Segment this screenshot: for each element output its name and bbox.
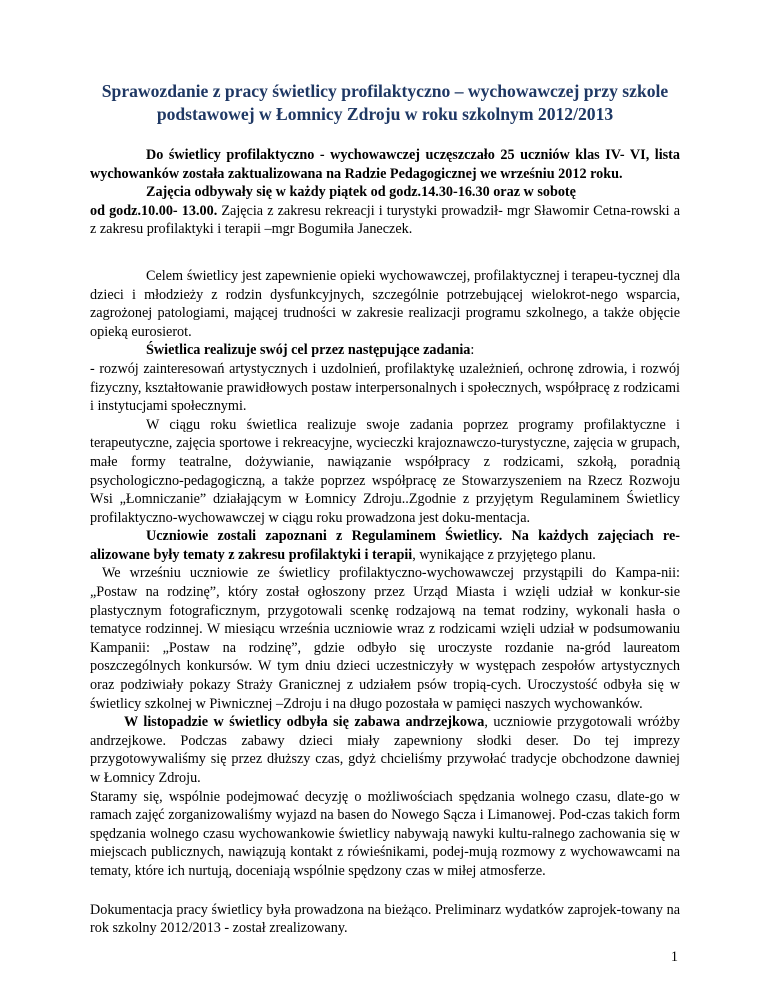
intro-paragraph-1 [90,146,680,183]
paragraph-zadania: - rozwój zainteresowań artystycznych i uzdolnień, profilaktykę uzależnień, ochronę zdrowia, i rozwój fizyczny, kształtowanie prawidłowych postaw interpersonalnych i społecznych, współpracę z rodzicami i instytucjami społecznymi. [90,360,680,415]
intro-paragraph-3 [90,202,680,239]
uczniowie-bold: Uczniowie zostali zapoznani z Regulaminem Świetlicy. Na każdych zajęciach re-alizowane były tematy z zakresu profilaktyki i terapii [90,528,680,563]
paragraph-staramy: Staramy się, wspólnie podejmować decyzję o możliwościach spędzania wolnego czasu, dlate-go w ramach zajęć zorganizowaliśmy wyjazd na basen do Nowego Sącza i Limanowej. Pod-czas takich form spędzania wolnego czasu wychowankowie świetlicy nabywają nawyki kultu-ralnego zachowania się w miejscach publicznych, nawiązują kontakt z rówieśnikami, podej-mują rozmowy z wychowawcami na tematy, które ich nurtują, doceniają wspólnie spędzony czas w miłej atmosferze. [90,788,680,879]
spacer [90,881,680,901]
title-line-1: Sprawozdanie z pracy świetlicy profilaktyczno – wychowawczej przy szkole [101,81,669,101]
paragraph-listopad [90,713,680,787]
cel-heading-bold: Świetlica realizuje swój cel przez następujące zadania [146,342,471,359]
spacer [90,239,680,267]
document-title [90,80,680,126]
listopad-tail: , uczniowie przygotowali wróżby andrzejkowe. Podczas zabawy dzieci miały zapewniony słodki deser. Do tej imprezy przygotowywaliśmy się przez dłuższy czas, gdyż chcieliśmy przywołać tradycje obchodzone dawniej w Łomnicy Zdroju. [90,714,681,786]
listopad-bold: W listopadzie w świetlicy odbyła się zabawa andrzejkowa [124,714,485,731]
paragraph-dokumentacja: Dokumentacja pracy świetlicy była prowadzona na bieżąco. Preliminarz wydatków zaprojek-towany na rok szkolny 2012/2013 - został zrealizowany. [90,901,680,937]
intro-paragraph-2 [90,183,680,202]
intro-bold-1: Do świetlicy profilaktyczno - wychowawczej uczęszczało 25 uczniów klas IV- VI, lista wychowanków została zaktualizowana na Radzie Pedagogicznej we wrześniu 2012 roku. [90,147,680,182]
cel-heading-tail: : [470,342,475,359]
title-line-2: podstawowej w Łomnicy Zdroju w roku szkolnym 2012/2013 [156,104,614,124]
intro-bold-2b: od godz.10.00- 13.00. [90,202,218,219]
paragraph-uczniowie [90,527,680,564]
paragraph-wrzesien: We wrześniu uczniowie ze świetlicy profilaktyczno-wychowawczej przystąpili do Kampa-nii: „Postaw na rodzinę”, który został ogłoszony przez Urząd Miasta i wzięli udział w konkur-sie plastycznym fotograficznym, przygotowali scenkę rodzajową na temat rodziny, wykonali hasła o tematyce rodzinnej. W miesiącu września uczniowie wraz z rodzicami wzięli udział w podsumowaniu Kampanii: „Postaw na rodzinę”, gdzie odbyło się uroczyste rozdanie na-gród laureatom poszczególnych konkursów. W tym dniu dzieci uczestniczyły w występach zespołów artystycznych oraz podziwiały pokazy Straży Granicznej z udziałem psów tropią-cych. Uroczystość odbyła się w świetlicy szkolnej w Piwnicznej –Zdroju i na długo pozostała w pamięci naszych wychowanków. [90,565,680,712]
intro-bold-2a: Zajęcia odbywały się w każdy piątek od godz.14.30-16.30 oraz w sobotę [146,184,576,201]
paragraph-w-ciagu-roku: W ciągu roku świetlica realizuje swoje zadania poprzez programy profilaktyczne i terapeutyczne, zajęcia sportowe i rekreacyjne, wycieczki krajoznawczo-turystyczne, zajęcia w grupach, małe formy teatralne, dożywianie, nawiązanie współpracy z rodzicami, szkołą, poradnią psychologiczno-pedagogiczną, a także poprzez współpracę ze Stowarzyszeniem na Rzecz Rozwoju Wsi „Łomniczanie” działającym w Łomnicy Zdroju..Zgodnie z przyjętym Regulaminem Świetlicy profilaktyczno-wychowawczej w ciągu roku prowadzona jest doku-mentacja. [90,416,680,526]
uczniowie-tail: , wynikające z przyjętego planu. [412,546,596,563]
paragraph-celem: Celem świetlicy jest zapewnienie opieki wychowawczej, profilaktycznej i terapeu-tycznej dla dzieci i młodzieży z rodzin dysfunkcyjnych, szczególnie potrzebującej wielokrot-nego wsparcia, zagrożonej patologiami, mającej trudności w zakresie realizacji programu szkolnego, a także objęcie opieką eurosierot. [90,267,680,340]
paragraph-cel-heading [90,341,680,360]
page-number: 1 [670,949,678,965]
intro-normal-2: Zajęcia z zakresu rekreacji i turystyki prowadził- mgr Sławomir Cetna-rowski a z zakresu profilaktyki i terapii –mgr Bogumiła Janeczek. [90,202,681,238]
